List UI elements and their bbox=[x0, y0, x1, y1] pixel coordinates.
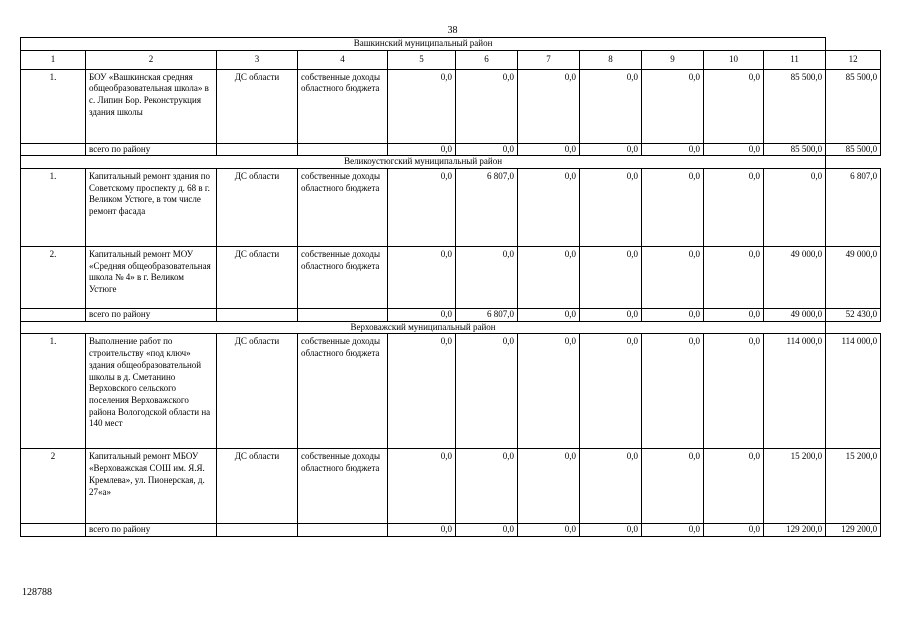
section-title-row bbox=[21, 156, 881, 169]
row-number: 1. bbox=[21, 334, 86, 449]
source-cell: ДС области bbox=[217, 247, 298, 309]
value-cell: 0,0 bbox=[642, 334, 704, 449]
total-value: 85 500,0 bbox=[764, 143, 826, 156]
object-name: Капитальный ремонт МОУ «Средняя общеобразовательная школа № 4» в г. Великом Устюге bbox=[86, 247, 217, 309]
total-label: всего по району bbox=[86, 524, 217, 537]
total-value: 0,0 bbox=[518, 309, 580, 322]
value-cell: 85 500,0 bbox=[764, 69, 826, 143]
value-cell: 0,0 bbox=[580, 69, 642, 143]
value-cell: 0,0 bbox=[456, 449, 518, 524]
value-cell: 114 000,0 bbox=[764, 334, 826, 449]
section-title-row bbox=[21, 321, 881, 334]
value-cell: 0,0 bbox=[518, 247, 580, 309]
total-value: 0,0 bbox=[388, 524, 456, 537]
value-cell: 0,0 bbox=[580, 334, 642, 449]
value-cell: 0,0 bbox=[456, 334, 518, 449]
value-cell: 85 500,0 bbox=[826, 69, 881, 143]
total-value: 6 807,0 bbox=[456, 309, 518, 322]
value-cell: 0,0 bbox=[642, 69, 704, 143]
section-title: Великоустюгский муниципальный район bbox=[21, 156, 826, 169]
value-cell: 0,0 bbox=[580, 169, 642, 247]
total-value: 0,0 bbox=[456, 524, 518, 537]
object-name: Капитальный ремонт МБОУ «Верховажская СОШ им. Я.Я. Кремлева», ул. Пионерская, д. 27«а» bbox=[86, 449, 217, 524]
value-cell: 0,0 bbox=[388, 334, 456, 449]
column-number: 1 bbox=[21, 50, 86, 69]
value-cell: 0,0 bbox=[642, 169, 704, 247]
total-value: 0,0 bbox=[580, 143, 642, 156]
section-title: Верховажский муниципальный район bbox=[21, 321, 826, 334]
value-cell: 0,0 bbox=[518, 449, 580, 524]
value-cell: 0,0 bbox=[704, 69, 764, 143]
total-value: 0,0 bbox=[518, 524, 580, 537]
funding-cell: собственные доходы областного бюджета bbox=[298, 449, 388, 524]
total-label: всего по району bbox=[86, 309, 217, 322]
table-row bbox=[21, 69, 881, 143]
total-value: 0,0 bbox=[704, 143, 764, 156]
total-value: 0,0 bbox=[388, 143, 456, 156]
value-cell: 0,0 bbox=[642, 247, 704, 309]
value-cell: 0,0 bbox=[764, 169, 826, 247]
column-number: 3 bbox=[217, 50, 298, 69]
column-number: 11 bbox=[764, 50, 826, 69]
column-number: 8 bbox=[580, 50, 642, 69]
column-number: 6 bbox=[456, 50, 518, 69]
total-row bbox=[21, 143, 881, 156]
value-cell: 0,0 bbox=[456, 247, 518, 309]
total-value: 0,0 bbox=[642, 309, 704, 322]
funding-cell: собственные доходы областного бюджета bbox=[298, 334, 388, 449]
section-title: Вашкинский муниципальный район bbox=[21, 38, 826, 51]
value-cell: 0,0 bbox=[580, 449, 642, 524]
row-number: 1. bbox=[21, 169, 86, 247]
table-row bbox=[21, 449, 881, 524]
value-cell: 0,0 bbox=[388, 449, 456, 524]
column-number: 4 bbox=[298, 50, 388, 69]
value-cell: 0,0 bbox=[518, 169, 580, 247]
total-value: 129 200,0 bbox=[826, 524, 881, 537]
source-cell: ДС области bbox=[217, 169, 298, 247]
value-cell: 0,0 bbox=[580, 247, 642, 309]
column-number: 7 bbox=[518, 50, 580, 69]
column-number: 9 bbox=[642, 50, 704, 69]
value-cell: 49 000,0 bbox=[764, 247, 826, 309]
total-value: 0,0 bbox=[642, 524, 704, 537]
value-cell: 0,0 bbox=[388, 247, 456, 309]
value-cell: 0,0 bbox=[388, 169, 456, 247]
value-cell: 6 807,0 bbox=[456, 169, 518, 247]
total-value: 52 430,0 bbox=[826, 309, 881, 322]
value-cell: 49 000,0 bbox=[826, 247, 881, 309]
value-cell: 0,0 bbox=[518, 334, 580, 449]
column-number: 2 bbox=[86, 50, 217, 69]
value-cell: 15 200,0 bbox=[764, 449, 826, 524]
total-row bbox=[21, 309, 881, 322]
value-cell: 6 807,0 bbox=[826, 169, 881, 247]
total-value: 0,0 bbox=[456, 143, 518, 156]
source-cell: ДС области bbox=[217, 449, 298, 524]
section-title-row bbox=[21, 38, 881, 51]
value-cell: 114 000,0 bbox=[826, 334, 881, 449]
total-value: 0,0 bbox=[518, 143, 580, 156]
total-value: 129 200,0 bbox=[764, 524, 826, 537]
row-number: 2 bbox=[21, 449, 86, 524]
table-row bbox=[21, 247, 881, 309]
table-row bbox=[21, 169, 881, 247]
row-number: 1. bbox=[21, 69, 86, 143]
value-cell: 15 200,0 bbox=[826, 449, 881, 524]
table-row bbox=[21, 334, 881, 449]
value-cell: 0,0 bbox=[704, 449, 764, 524]
total-value: 85 500,0 bbox=[826, 143, 881, 156]
total-row bbox=[21, 524, 881, 537]
column-number: 12 bbox=[826, 50, 881, 69]
total-value: 0,0 bbox=[704, 524, 764, 537]
value-cell: 0,0 bbox=[518, 69, 580, 143]
total-value: 0,0 bbox=[388, 309, 456, 322]
total-value: 0,0 bbox=[580, 524, 642, 537]
funding-cell: собственные доходы областного бюджета bbox=[298, 69, 388, 143]
total-value: 0,0 bbox=[580, 309, 642, 322]
value-cell: 0,0 bbox=[642, 449, 704, 524]
funding-cell: собственные доходы областного бюджета bbox=[298, 247, 388, 309]
source-cell: ДС области bbox=[217, 334, 298, 449]
source-cell: ДС области bbox=[217, 69, 298, 143]
total-value: 0,0 bbox=[642, 143, 704, 156]
total-value: 49 000,0 bbox=[764, 309, 826, 322]
page-number: 38 bbox=[447, 25, 458, 36]
value-cell: 0,0 bbox=[704, 169, 764, 247]
value-cell: 0,0 bbox=[704, 247, 764, 309]
document-number: 128788 bbox=[22, 587, 52, 598]
object-name: Выполнение работ по строительству «под ключ» здания общеобразовательной школы в д. Сметанино Верховского сельского поселения Верховажского района Вологодской области на 140 мест bbox=[86, 334, 217, 449]
object-name: БОУ «Вашкинская средняя общеобразовательная школа» в с. Липин Бор. Реконструкция здания школы bbox=[86, 69, 217, 143]
total-value: 0,0 bbox=[704, 309, 764, 322]
value-cell: 0,0 bbox=[388, 69, 456, 143]
value-cell: 0,0 bbox=[704, 334, 764, 449]
column-number-row bbox=[21, 50, 881, 69]
value-cell: 0,0 bbox=[456, 69, 518, 143]
column-number: 10 bbox=[704, 50, 764, 69]
row-number: 2. bbox=[21, 247, 86, 309]
total-label: всего по району bbox=[86, 143, 217, 156]
object-name: Капитальный ремонт здания по Советскому проспекту д. 68 в г. Великом Устюге, в том числе ремонт фасада bbox=[86, 169, 217, 247]
budget-table bbox=[20, 37, 881, 537]
funding-cell: собственные доходы областного бюджета bbox=[298, 169, 388, 247]
column-number: 5 bbox=[388, 50, 456, 69]
